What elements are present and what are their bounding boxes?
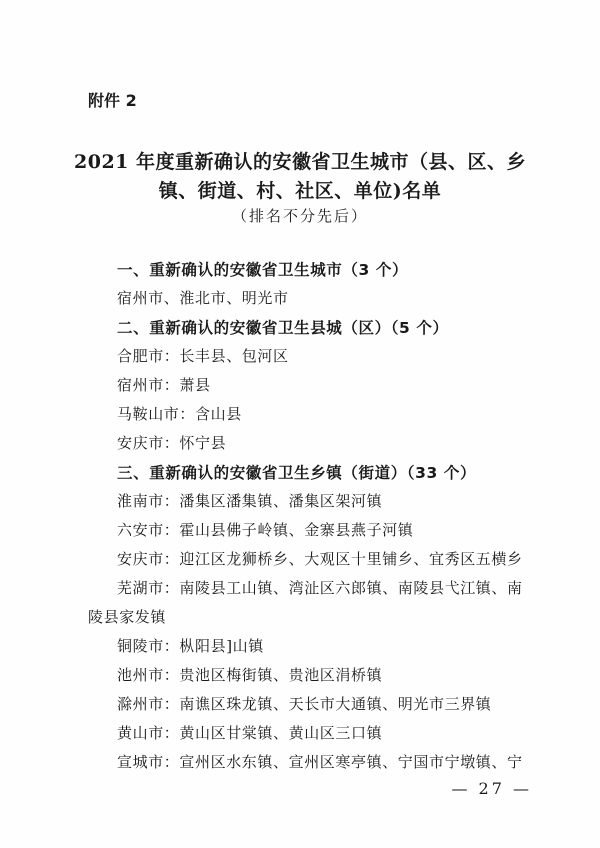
document-subtitle: （排名不分先后）: [231, 207, 368, 225]
section-2-line: 宿州市：萧县: [117, 376, 211, 394]
section-3-line: 铜陵市：枞阳县]山镇: [117, 637, 264, 655]
section-3-line: 六安市：霍山县佛子岭镇、金寨县燕子河镇: [117, 521, 414, 539]
section-2-line: 安庆市：怀宁县: [117, 434, 227, 452]
section-3-line: 滁州市：南谯区珠龙镇、天长市大通镇、明光市三界镇: [117, 695, 492, 713]
section-heading-3: 三、重新确认的安徽省卫生乡镇（街道）（33 个）: [117, 464, 477, 482]
section-2-line: 合肥市：长丰县、包河区: [117, 347, 289, 365]
page-number: — 27 —: [451, 779, 532, 798]
section-3-line: 宣城市：宣州区水东镇、宣州区寒亭镇、宁国市宁墩镇、宁: [117, 753, 523, 771]
section-2-line: 马鞍山市：含山县: [117, 405, 242, 423]
section-3-line: 芜湖市：南陵县工山镇、湾沚区六郎镇、南陵县弋江镇、南: [117, 579, 523, 597]
document-title-line-2: 镇、街道、村、社区、单位)名单: [158, 180, 442, 202]
section-3-line: 安庆市：迎江区龙狮桥乡、大观区十里铺乡、宜秀区五横乡: [117, 550, 523, 568]
section-heading-2: 二、重新确认的安徽省卫生县城（区）（5 个）: [117, 319, 449, 337]
section-3-line: 黄山市：黄山区甘棠镇、黄山区三口镇: [117, 724, 383, 742]
document-title-line-1: 2021 年度重新确认的安徽省卫生城市（县、区、乡: [74, 151, 526, 173]
attachment-label: 附件 2: [88, 91, 137, 110]
section-3-line-continuation: 陵县家发镇: [88, 608, 167, 626]
section-1-line: 宿州市、淮北市、明光市: [117, 289, 289, 307]
section-3-line: 淮南市：潘集区潘集镇、潘集区架河镇: [117, 492, 383, 510]
section-3-line: 池州市：贵池区梅街镇、贵池区涓桥镇: [117, 666, 383, 684]
section-heading-1: 一、重新确认的安徽省卫生城市（3 个）: [117, 261, 409, 279]
